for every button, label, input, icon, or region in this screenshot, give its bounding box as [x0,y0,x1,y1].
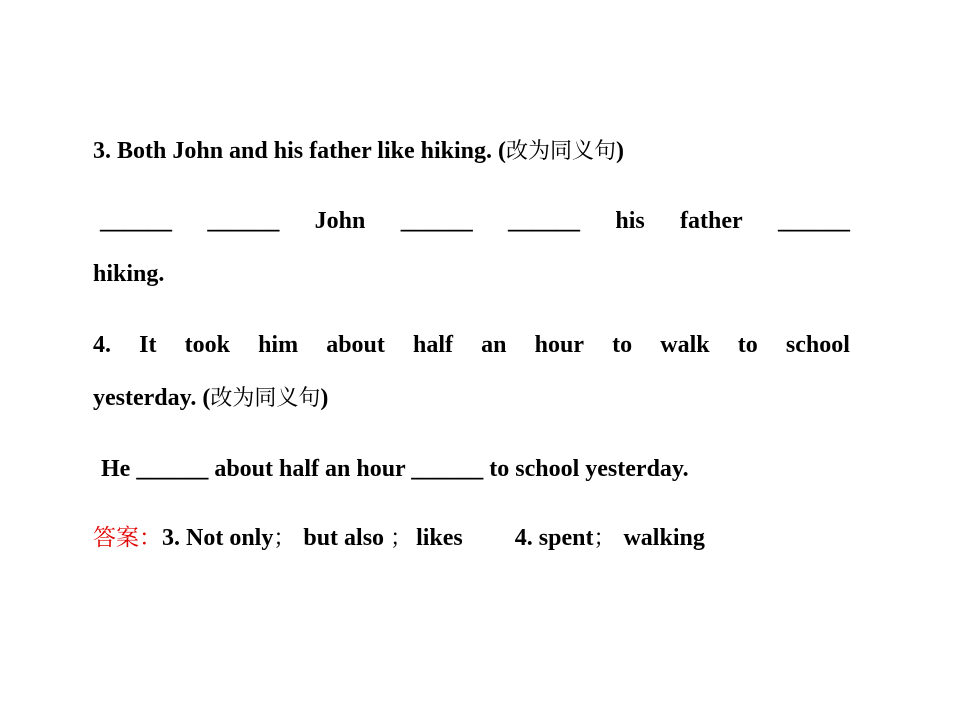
q4-word: an [481,332,507,358]
q4-line2-text: yesterday. ( [93,385,211,411]
q4-word: him [258,332,299,358]
q4-word: walk [660,332,710,358]
answer-sep-3: ； [593,526,616,551]
q3-blank-1: ______ [100,208,172,234]
q3-blank-4: ______ [508,208,581,234]
q4-word: It [139,332,157,358]
answer-part-2: but also [303,525,385,551]
answer-sep-1: ； [273,526,296,551]
q3-word-his: his [615,208,645,234]
q3-blank-2: ______ [207,208,280,234]
answer-sep-2: ； [390,526,413,551]
q4-word: to [612,332,633,358]
q4-word: to [737,332,758,358]
q3-blank-line [100,206,850,236]
q4-close-paren: ) [320,385,329,411]
answer-part-4: 4. spent [514,525,594,551]
q3-close-paren: ) [616,138,625,164]
q4-line-2 [93,383,328,414]
q4-word: hour [534,332,584,358]
answer-part-3: likes [416,525,463,551]
answer-label: 答案： [93,525,162,551]
answer-part-1: 3. Not only [162,525,274,551]
q3-blank-5: ______ [778,208,850,234]
answer-part-5: walking [623,525,705,551]
q3-blank-3: ______ [400,208,473,234]
q3-prompt-line [93,136,624,167]
q4-word: about [326,332,385,358]
q3-prompt-text: 3. Both John and his father like hiking. ( [93,138,507,164]
q3-word-father: father [680,208,743,234]
q4-word: 4. [93,332,111,358]
q4-word: school [785,332,850,358]
q3-word-john: John [314,208,366,234]
q4-rewrite: He ______ about half an hour ______ to school yesterday. [101,456,689,482]
q4-line-1 [93,330,850,360]
q4-instruction: 改为同义句 [210,386,321,411]
answer-line [93,523,705,554]
q3-continuation: hiking. [93,261,165,287]
q3-instruction: 改为同义句 [506,139,617,164]
q4-word: took [184,332,230,358]
q4-word: half [413,332,454,358]
